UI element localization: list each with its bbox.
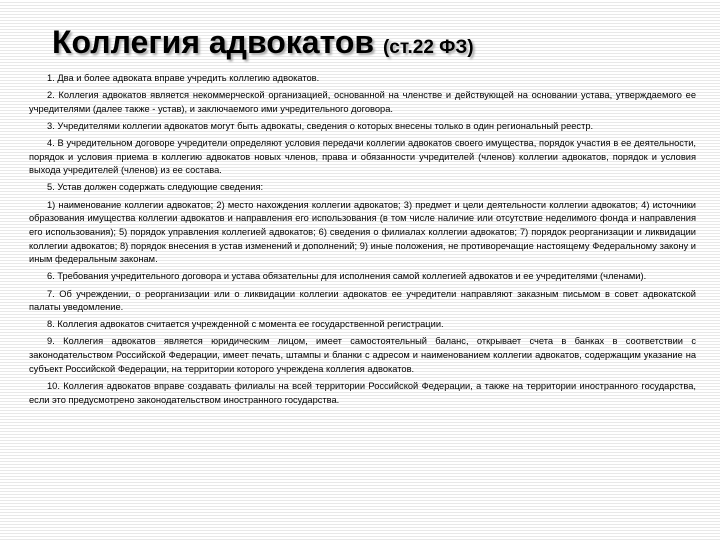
paragraph-6: 6. Требования учредительного договора и устава обязательны для исполнения самой коллегией адвокатов и ее учредителями (членами). <box>47 271 647 282</box>
slide-body <box>29 72 696 411</box>
slide-title <box>52 22 474 68</box>
paragraph-5-list: 1) наименование коллегии адвокатов; 2) место нахождения коллегии адвокатов; 3) предмет и цели деятельности коллегии адвокатов; 4) источники образования имущества коллегии адвокатов и направления его использования (в том числе наличие или отсутствие неделимого фонда и направления его использования); 5) порядок управления коллегией адвокатов; 6) сведения о филиалах коллегии адвокатов; 7) порядок реорганизации и ликвидации коллегии адвокатов; 8) порядок внесения в устав изменений и дополнений; 9) иные положения, не противоречащие настоящему Федеральному закону и иным федеральным законам. <box>29 199 696 265</box>
paragraph-8: 8. Коллегия адвокатов считается учрежденной с момента ее государственной регистрации. <box>47 319 444 330</box>
paragraph-5: 5. Устав должен содержать следующие сведения: <box>47 182 264 193</box>
paragraph-9: 9. Коллегия адвокатов является юридическим лицом, имеет самостоятельный баланс, открывает счета в банках в соответствии с законодательством Российской Федерации, имеет печать, штампы и бланки с адресом и наименованием коллегии адвокатов, содержащим указание на субъект Российской Федерации, на территории которого учреждена коллегия адвокатов. <box>29 336 696 374</box>
slide-title-main: Коллегия адвокатов <box>52 24 375 60</box>
paragraph-7: 7. Об учреждении, о реорганизации или о ликвидации коллегии адвокатов ее учредители направляют заказным письмом в совет адвокатской палаты уведомление. <box>29 288 696 313</box>
slide-title-subtitle: (ст.22 ФЗ) <box>382 37 474 58</box>
paragraph-10: 10. Коллегия адвокатов вправе создавать филиалы на всей территории Российской Федерации, а также на территории иностранного государства, если это предусмотрено законодательством иностранного государства. <box>29 380 696 405</box>
paragraph-3: 3. Учредителями коллегии адвокатов могут быть адвокаты, сведения о которых внесены только в один региональный реестр. <box>47 120 594 131</box>
paragraph-4: 4. В учредительном договоре учредители определяют условия передачи коллегии адвокатов своего имущества, порядок участия в ее деятельности, порядок и условия приема в коллегию адвокатов новых членов, права и обязанности учредителей (членов) коллегии адвокатов, порядок и условия выхода учредителей (членов) из ее состава. <box>29 137 696 176</box>
paragraph-2: 2. Коллегия адвокатов является некоммерческой организацией, основанной на членстве и действующей на основании устава, утверждаемого ее учредителями (далее также - устав), и заключаемого ими учредительного договора. <box>29 90 696 114</box>
paragraph-1: 1. Два и более адвоката вправе учредить коллегию адвокатов. <box>47 73 320 83</box>
